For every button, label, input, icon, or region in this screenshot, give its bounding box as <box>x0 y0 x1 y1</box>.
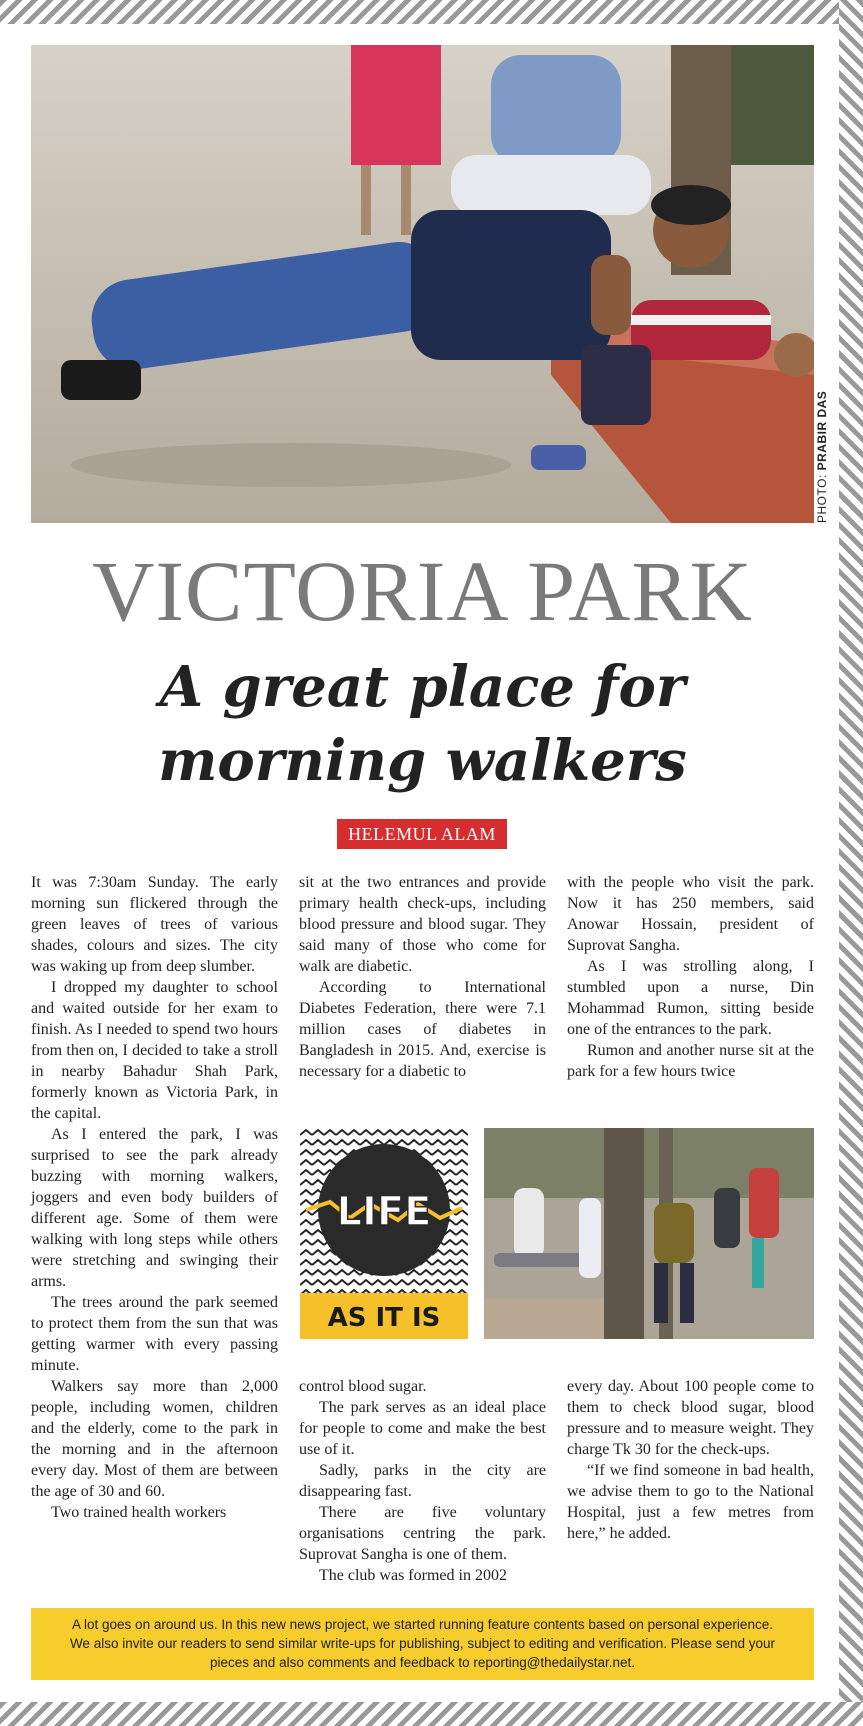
paragraph: I dropped my daughter to school and waited outside for her exam to finish. As I needed to spend two hours from then on, I decided to take a stroll in nearby Bahadur Shah Park, formerly known as Victoria Park, in the capital. <box>31 979 278 1122</box>
chevron-border-bottom <box>0 1702 863 1726</box>
paragraph: As I was strolling along, I stumbled upon a nurse, Din Mohammad Rumon, sitting beside one of the entrances to the park. <box>567 958 814 1038</box>
paragraph: As I entered the park, I was surprised to see the park already buzzing with morning walkers, joggers and even body builders of different age. Some of them were walking with long steps while others were stretching and swinging their arms. <box>31 1126 278 1290</box>
logo-word: LIFE <box>336 1189 432 1235</box>
subheadline <box>31 650 814 798</box>
paragraph: sit at the two entrances and provide primary health check-ups, including blood pressure and blood sugar. They said many of those who come for walk are diabetic. <box>299 874 546 975</box>
article-column-1 <box>31 872 278 1523</box>
photo-credit-name: PRABIR DAS <box>815 390 829 471</box>
chevron-border-right <box>839 0 863 1726</box>
footer-note <box>31 1608 814 1680</box>
footer-line-2: We also invite our readers to send similar write-ups for publishing, subject to editing and verification. Please send your <box>69 1636 776 1651</box>
photo-credit <box>815 391 829 523</box>
exercise-photo <box>484 1128 814 1339</box>
paragraph: According to International Diabetes Federation, there were 7.1 million cases of diabetes in Bangladesh in 2015. And, exercise is necessary for a diabetic to <box>299 979 546 1080</box>
footer-line-3: pieces and also comments and feedback to reporting@thedailystar.net. <box>210 1655 635 1670</box>
paragraph: “If we find someone in bad health, we advise them to go to the National Hospital, just a few metres from here,” he added. <box>567 1462 814 1542</box>
paragraph: The club was formed in 2002 <box>319 1567 507 1584</box>
byline: HELEMUL ALAM <box>337 819 507 849</box>
footer-line-1: A lot goes on around us. In this new news project, we started running feature contents based on personal experience. <box>72 1617 773 1632</box>
subheadline-line-1: A great place for <box>159 654 686 720</box>
paragraph: Rumon and another nurse sit at the park for a few hours twice <box>567 1042 814 1080</box>
paragraph: with the people who visit the park. Now it has 250 members, said Anowar Hossain, president of Suprovat Sangha. <box>567 874 814 954</box>
paragraph: There are five voluntary organisations centring the park. Suprovat Sangha is one of them. <box>299 1504 546 1563</box>
article-column-3-bottom <box>567 1376 814 1544</box>
article-column-2-top <box>299 872 546 1082</box>
article-column-2-bottom <box>299 1376 546 1586</box>
article-column-3-top <box>567 872 814 1082</box>
paragraph: control blood sugar. <box>299 1378 427 1395</box>
pushup-photo-illustration <box>31 45 814 523</box>
paragraph: Two trained health workers <box>51 1504 227 1521</box>
subheadline-line-2: morning walkers <box>158 728 687 794</box>
exercise-photo-illustration <box>484 1128 814 1339</box>
photo-credit-prefix: PHOTO: <box>815 474 829 523</box>
headline: VICTORIA PARK <box>92 543 753 639</box>
paragraph: Sadly, parks in the city are disappearing fast. <box>299 1462 546 1500</box>
paragraph: The park serves as an ideal place for people to come and make the best use of it. <box>299 1399 546 1458</box>
main-photo <box>31 45 814 523</box>
logo-tagline: AS IT IS <box>327 1303 441 1333</box>
paragraph: The trees around the park seemed to protect them from the sun that was getting warmer with every passing minute. <box>31 1294 278 1374</box>
paragraph: every day. About 100 people come to them to check blood sugar, blood pressure and to measure weight. They charge Tk 30 for the check-ups. <box>567 1378 814 1458</box>
paragraph: It was 7:30am Sunday. The early morning sun flickered through the green leaves of trees of various shades, colours and sizes. The city was waking up from deep slumber. <box>31 874 278 975</box>
chevron-border-top <box>0 0 863 24</box>
life-as-it-is-logo <box>300 1128 468 1339</box>
paragraph: Walkers say more than 2,000 people, including women, children and the elderly, come to the park in the morning and in the afternoon every day. Most of them are between the age of 30 and 60. <box>31 1378 278 1500</box>
logo-graphic <box>300 1128 468 1339</box>
